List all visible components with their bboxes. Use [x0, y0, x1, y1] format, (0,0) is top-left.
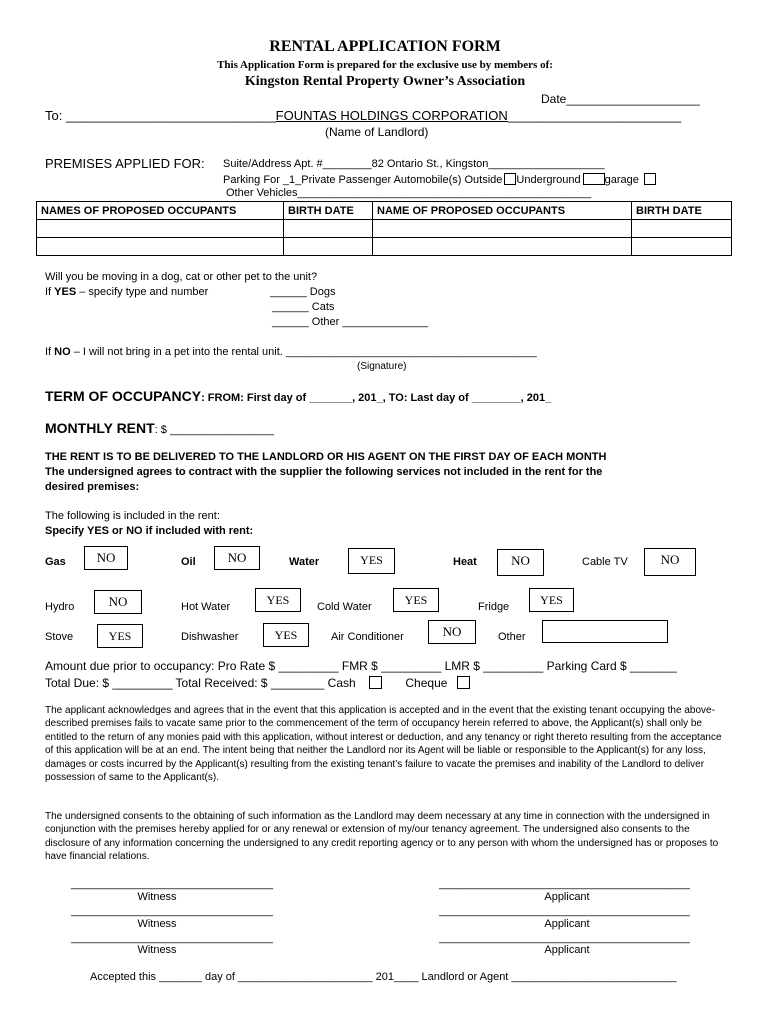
water-label: Water	[289, 556, 320, 568]
form-subtitle: This Application Form is prepared for the exclusive use by members of:	[217, 59, 553, 71]
form-title: RENTAL APPLICATION FORM	[269, 38, 501, 55]
premises-label: PREMISES APPLIED FOR:	[45, 156, 205, 171]
col-header: BIRTH DATE	[284, 202, 373, 220]
acknowledgement-paragraph: The applicant acknowledges and agrees that in the event that this application is accepted and in the event that the existing tenant occupying the above-described premises fails to vacate same prior to the commencement of the term of occupancy herein referred to above, the Applicant(s) shall only be entitled to the return of any monies paid with this application, without interest or deduction, and any tenancy or right thereto resulting from the acceptance of this application will be at an end. The intent being that neither the Landlord nor its Agent will be liable or responsible to the Applicant(s) for any loss, damages or costs incurred by the Applicant(s) resulting from the existing tenant’s failure to vacate the premises and inability of the Landlord to deliver possession of same to the Applicant(s).	[45, 705, 722, 784]
ac-label: Air Conditioner	[331, 631, 404, 643]
amounts-line2[interactable]: Total Due: $ _________ Total Received: $ ________ Cash Cheque	[45, 676, 470, 690]
underground-checkbox[interactable]	[583, 173, 605, 185]
hot-water-label: Hot Water	[181, 601, 231, 613]
witness-line-3[interactable]: _________________________________	[71, 932, 273, 944]
pets-if-no[interactable]: If NO – I will not bring in a pet into the rental unit. _________________________________________	[45, 346, 537, 358]
landlord-trail: ________________________	[507, 108, 682, 123]
dishwasher-value[interactable]: YES	[263, 623, 309, 647]
table-row[interactable]	[37, 220, 732, 238]
fridge-label: Fridge	[478, 601, 510, 613]
col-header: BIRTH DATE	[632, 202, 732, 220]
monthly-rent[interactable]: MONTHLY RENT: $ _________________	[45, 420, 274, 436]
delivery-line3: desired premises:	[45, 481, 140, 493]
witness-label-1: Witness	[137, 891, 177, 903]
included-line1: The following is included in the rent:	[45, 510, 220, 522]
table-row[interactable]	[37, 238, 732, 256]
cable-label: Cable TV	[582, 556, 628, 568]
cheque-label: Cheque	[405, 676, 448, 690]
applicant-line-2[interactable]: _________________________________________	[439, 905, 690, 917]
date-field[interactable]: Date____________________	[541, 92, 700, 106]
delivery-line1: THE RENT IS TO BE DELIVERED TO THE LANDLORD OR HIS AGENT ON THE FIRST DAY OF EACH MONTH	[45, 451, 607, 463]
pets-question: Will you be moving in a dog, cat or other pet to the unit?	[45, 271, 318, 283]
pets-if-yes: If YES – specify type and number	[45, 286, 209, 298]
applicant-label-3: Applicant	[544, 944, 590, 956]
parking-line	[223, 173, 656, 186]
landlord-line	[45, 108, 681, 123]
underground-label: Underground	[516, 174, 581, 186]
applicant-label-2: Applicant	[544, 918, 590, 930]
col-header: NAMES OF PROPOSED OCCUPANTS	[37, 202, 284, 220]
dishwasher-label: Dishwasher	[181, 631, 239, 643]
hydro-value[interactable]: NO	[94, 590, 142, 614]
landlord-name[interactable]: FOUNTAS HOLDINGS CORPORATION	[275, 108, 508, 123]
amounts-line1[interactable]: Amount due prior to occupancy: Pro Rate $ _________ FMR $ _________ LMR $ _________ Parking Card $ _______	[45, 659, 677, 673]
witness-line-1[interactable]: _________________________________	[71, 878, 273, 890]
cheque-checkbox[interactable]	[457, 676, 470, 689]
garage-checkbox[interactable]	[644, 173, 656, 185]
heat-label: Heat	[453, 556, 477, 568]
parking-text: Parking For _1_Private Passenger Automobile(s) Outside	[223, 174, 503, 186]
accepted-line[interactable]: Accepted this _______ day of ______________________ 201____ Landlord or Agent ___________________________	[90, 971, 677, 983]
consent-paragraph: The undersigned consents to the obtaining of such information as the Landlord may deem necessary at any time in connection with the undersigned in conjunction with the premises hereby applied for or any renewal or extension of my/our tenancy agreement. The undersigned also consents to the disclosure of any information concerning the undersigned to any credit reporting agency or to any person with whom the undersigned has or proposes to have financial relations.	[45, 811, 719, 863]
occupants-table	[36, 201, 732, 256]
delivery-line2: The undersigned agrees to contract with the supplier the following services not included in the rent for the	[45, 466, 603, 478]
association-name: Kingston Rental Property Owner’s Association	[244, 74, 526, 89]
outside-checkbox[interactable]	[504, 173, 516, 185]
premises-address[interactable]: Suite/Address Apt. #________82 Ontario St., Kingston___________________	[223, 158, 605, 170]
ac-value[interactable]: NO	[428, 620, 476, 644]
fridge-value[interactable]: YES	[529, 588, 574, 612]
pets-cats[interactable]: ______ Cats	[272, 301, 335, 313]
gas-value[interactable]: NO	[84, 546, 128, 570]
oil-label: Oil	[181, 556, 196, 568]
garage-label: garage	[604, 174, 639, 186]
gas-label: Gas	[45, 556, 66, 568]
applicant-line-1[interactable]: _________________________________________	[439, 878, 690, 890]
witness-label-2: Witness	[137, 918, 177, 930]
included-line2: Specify YES or NO if included with rent:	[45, 525, 254, 537]
to-label: To:	[45, 108, 63, 123]
stove-label: Stove	[45, 631, 74, 643]
heat-value[interactable]: NO	[497, 549, 544, 576]
cash-checkbox[interactable]	[369, 676, 382, 689]
pets-dogs[interactable]: ______ Dogs	[270, 286, 336, 298]
other-label: Other	[498, 631, 526, 643]
landlord-caption: (Name of Landlord)	[325, 125, 429, 139]
applicant-line-3[interactable]: _________________________________________	[439, 932, 690, 944]
oil-value[interactable]: NO	[214, 546, 260, 570]
cable-value[interactable]: NO	[644, 548, 696, 576]
other-value[interactable]	[542, 620, 668, 643]
hydro-label: Hydro	[45, 601, 75, 613]
witness-label-3: Witness	[137, 944, 177, 956]
witness-line-2[interactable]: _________________________________	[71, 905, 273, 917]
table-header-row	[37, 202, 732, 220]
cold-water-label: Cold Water	[317, 601, 372, 613]
hot-water-value[interactable]: YES	[255, 588, 301, 612]
to-blank[interactable]: _____________________________	[65, 108, 276, 123]
col-header: NAME OF PROPOSED OCCUPANTS	[373, 202, 632, 220]
applicant-label-1: Applicant	[544, 891, 590, 903]
pets-other[interactable]: ______ Other ______________	[272, 316, 428, 328]
cold-water-value[interactable]: YES	[393, 588, 439, 612]
other-vehicles[interactable]: Other Vehicles________________________________________________	[226, 187, 592, 199]
stove-value[interactable]: YES	[97, 624, 143, 648]
signature-caption: (Signature)	[357, 361, 407, 372]
water-value[interactable]: YES	[348, 548, 395, 574]
term-of-occupancy[interactable]: TERM OF OCCUPANCY: FROM: First day of _______, 201_, TO: Last day of ________, 201_	[45, 388, 552, 404]
